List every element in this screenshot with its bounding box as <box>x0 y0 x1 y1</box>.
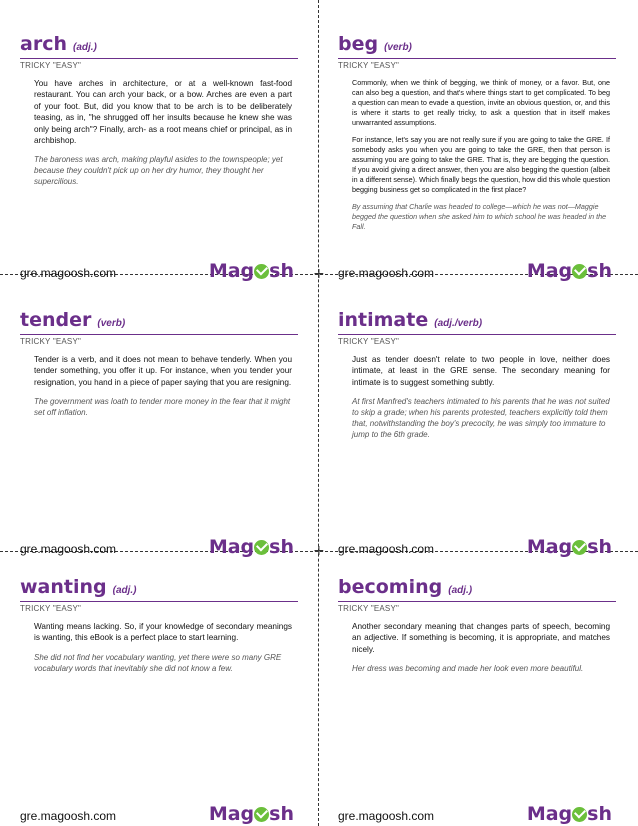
site-url[interactable]: gre.magoosh.com <box>338 266 435 280</box>
magoosh-logo <box>209 803 294 825</box>
magoosh-logo <box>527 803 612 825</box>
cut-cross-icon: + <box>313 266 325 282</box>
logo-text-right: sh <box>269 536 294 558</box>
card-footer <box>20 534 298 558</box>
logo-text-left: Mag <box>208 260 255 282</box>
checkmark-o-icon <box>572 264 587 279</box>
logo-text-right: sh <box>269 260 294 282</box>
site-url[interactable]: gre.magoosh.com <box>20 542 117 556</box>
logo-text-left: Mag <box>526 260 573 282</box>
card-header <box>338 575 616 601</box>
card-example: The government was loath to tender more money in the fear that it might set off inflation. <box>34 397 291 418</box>
checkmark-o-icon <box>254 807 269 822</box>
card-example: At first Manfred's teachers intimated to his parents that he was not suited to skip a grade; when his parents protested, teachers explicitly told them that, notwithstanding the boy's precocity, he was simply too immature to jump to the 6th grade. <box>352 397 610 440</box>
logo-text-left: Mag <box>208 536 255 558</box>
logo-text-right: sh <box>587 260 612 282</box>
checkmark-o-icon <box>572 807 587 822</box>
card-word: becoming <box>338 576 443 598</box>
card-example: The baroness was arch, making playful asides to the townspeople; yet because they couldn't pick up on her dry humor, they thought her supercilious. <box>34 155 283 187</box>
card-category: TRICKY "EASY" <box>338 601 616 613</box>
card-category: TRICKY "EASY" <box>20 601 298 613</box>
magoosh-logo <box>527 260 612 282</box>
definition-paragraph: Tender is a verb, and it does not mean to behave tenderly. When you tender something, you offer it up. For instance, when you tender your resignation, you hand in a piece of paper saying that you are resigning. <box>34 355 292 387</box>
logo-text-left: Mag <box>208 803 255 825</box>
card-header <box>20 32 298 58</box>
part-of-speech: (adj.) <box>112 585 137 596</box>
flashcard <box>20 32 298 282</box>
card-definition <box>338 621 616 655</box>
card-example: By assuming that Charlie was headed to college—which he was not—Maggie begged the question when she asked him to which school he was headed in the Fall. <box>352 202 607 231</box>
card-header <box>338 32 616 58</box>
part-of-speech: (verb) <box>384 42 412 53</box>
site-url[interactable]: gre.magoosh.com <box>20 266 117 280</box>
card-word: beg <box>338 33 379 55</box>
card-definition <box>20 78 298 146</box>
card-word: arch <box>20 33 67 55</box>
definition-paragraph: Just as tender doesn't relate to two people in love, neither does intimate, at least in the GRE sense. The secondary meaning for intimate is to suggest something subtly. <box>352 355 610 387</box>
part-of-speech: (adj.) <box>72 42 97 53</box>
checkmark-o-icon <box>254 540 269 555</box>
card-example: Her dress was becoming and made her look even more beautiful. <box>352 664 584 674</box>
definition-paragraph: Commonly, when we think of begging, we think of money, or a favor. But, one can also beg a question, and that's where things start to get complicated. To beg a question can mean to evade a question, invite an obvious question, or, and this is where it starts to get really tricky, to ask a question that in itself makes unwarranted assumptions. <box>352 78 610 127</box>
logo-text-right: sh <box>587 803 612 825</box>
cut-cross-icon: + <box>313 543 325 559</box>
card-category: TRICKY "EASY" <box>338 334 616 346</box>
card-definition <box>338 78 616 195</box>
logo-text-left: Mag <box>526 536 573 558</box>
card-category: TRICKY "EASY" <box>338 58 616 70</box>
definition-paragraph: Another secondary meaning that changes parts of speech, becoming an adjective. If something is becoming, it is appropriate, and matches nicely. <box>352 622 610 654</box>
part-of-speech: (adj.) <box>448 585 473 596</box>
card-example: She did not find her vocabulary wanting, yet there were so many GRE vocabulary words that inevitably she did not know a few. <box>34 652 282 673</box>
card-header <box>20 575 298 601</box>
definition-paragraph: For instance, let's say you are not really sure if you are going to take the GRE. If somebody asks you when you are going to take the GRE, then that person is assuming you are going to take the GRE. That is, they are begging the question. If you avoid giving a direct answer, then you are also begging the question (albeit in a different sense). Which finally begs the question, how did this whole question begging business get so complicated in the first place? <box>352 135 610 194</box>
card-category: TRICKY "EASY" <box>20 58 298 70</box>
card-header <box>338 308 616 334</box>
site-url[interactable]: gre.magoosh.com <box>20 809 117 823</box>
card-footer <box>20 258 298 282</box>
card-word: intimate <box>338 309 429 331</box>
definition-paragraph: You have arches in architecture, or at a well-known fast-food restaurant. You can arch your back, or a bow. Arches are even a part of your foot. But, did you know that to be arch is to be deliberately teasing, as in, "he shrugged off her insults because he knew she was only being arch"? Finally, arch- as a root means chief or principal, as in archbishop. <box>34 79 292 146</box>
logo-text-right: sh <box>269 803 294 825</box>
site-url[interactable]: gre.magoosh.com <box>338 809 435 823</box>
card-definition <box>20 354 298 388</box>
card-footer <box>20 801 298 825</box>
magoosh-logo <box>527 536 612 558</box>
card-footer <box>338 801 616 825</box>
card-header <box>20 308 298 334</box>
checkmark-o-icon <box>254 264 269 279</box>
definition-paragraph: Wanting means lacking. So, if your knowledge of secondary meanings is wanting, this eBook is a perfect place to start learning. <box>34 622 292 643</box>
flashcard <box>338 32 616 282</box>
flashcard <box>20 575 298 825</box>
flashcard <box>20 308 298 558</box>
part-of-speech: (adj./verb) <box>434 318 483 329</box>
card-footer <box>338 258 616 282</box>
flashcard <box>338 308 616 558</box>
flashcard <box>338 575 616 825</box>
card-definition <box>338 354 616 388</box>
vertical-cut-line <box>318 0 319 826</box>
card-category: TRICKY "EASY" <box>20 334 298 346</box>
card-definition <box>20 621 298 644</box>
magoosh-logo <box>209 536 294 558</box>
magoosh-logo <box>209 260 294 282</box>
logo-text-left: Mag <box>526 803 573 825</box>
card-footer <box>338 534 616 558</box>
part-of-speech: (verb) <box>97 318 126 329</box>
card-word: wanting <box>20 576 107 598</box>
card-word: tender <box>20 309 92 331</box>
checkmark-o-icon <box>572 540 587 555</box>
site-url[interactable]: gre.magoosh.com <box>338 542 435 556</box>
logo-text-right: sh <box>587 536 612 558</box>
